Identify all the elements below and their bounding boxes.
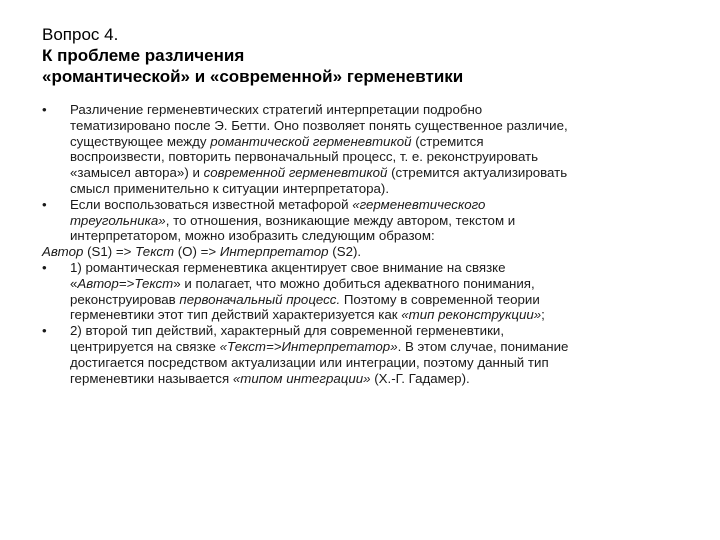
- title-heading-line-1: К проблеме различения: [42, 46, 245, 65]
- emphasis-text: треугольника»: [70, 212, 166, 228]
- text-line: интерпретатором, можно изобразить следующим образом:: [70, 228, 435, 244]
- text-line: Если воспользоваться известной метафорой «герменевтического: [70, 196, 486, 212]
- relation-formula: Автор (S1) => Текст (O) => Интерпретатор (S2).: [42, 244, 362, 260]
- bullet-marker: •: [42, 196, 47, 212]
- text-line: тематизировано после Э. Бетти. Оно позволяет понять существенное различие,: [70, 117, 568, 133]
- slide-title: [42, 24, 682, 87]
- text-line: воспроизвести, повторить первоначальный процесс, т. е. реконструировать: [70, 149, 539, 165]
- bullet-marker: •: [42, 323, 47, 339]
- emphasis-text: романтической герменевтикой: [210, 133, 412, 149]
- text-line: Различение герменевтических стратегий интерпретации подробно: [70, 102, 483, 117]
- title-heading-line-2: «романтической» и «современной» герменевтики: [42, 67, 464, 86]
- formula-author: Автор: [42, 244, 84, 260]
- title-question-number: Вопрос 4.: [42, 25, 119, 44]
- emphasis-text: «Текст=>Интерпретатор»: [219, 338, 398, 354]
- text-line: 1) романтическая герменевтика акцентирует свое внимание на связке: [70, 259, 506, 275]
- bullet-item-1: [42, 102, 692, 197]
- emphasis-text: первоначальный процесс.: [179, 291, 341, 307]
- bullet-item-2: [42, 197, 692, 244]
- text-line: 2) второй тип действий, характерный для современной герменевтики,: [70, 323, 505, 339]
- bullet-marker: •: [42, 259, 47, 275]
- emphasis-text: Автор=>Текст: [77, 275, 174, 291]
- text-line: центрируется на связке «Текст=>Интерпретатор». В этом случае, понимание: [70, 338, 569, 354]
- formula-interpreter: Интерпретатор: [219, 244, 329, 260]
- text-line: «замысел автора») и современной герменевтикой (стремится актуализировать: [70, 165, 568, 181]
- text-line: треугольника», то отношения, возникающие между автором, текстом и: [70, 212, 516, 228]
- text-line: герменевтики называется «типом интеграции» (Х.-Г. Гадамер).: [70, 370, 470, 386]
- emphasis-text: «тип реконструкции»: [401, 307, 542, 323]
- bullet-marker: •: [42, 102, 47, 117]
- text-line: достигается посредством актуализации или интеграции, поэтому данный тип: [70, 354, 549, 370]
- emphasis-text: «типом интеграции»: [232, 370, 371, 386]
- text-line: существующее между романтической герменевтикой (стремится: [70, 133, 484, 149]
- slide-body: [42, 102, 692, 386]
- text-line: герменевтики этот тип действий характеризуется как «тип реконструкции»;: [70, 307, 545, 323]
- bullet-item-3: [42, 260, 692, 323]
- text-line: реконструировав первоначальный процесс. Поэтому в современной теории: [70, 291, 540, 307]
- emphasis-text: «герменевтического: [352, 196, 486, 212]
- formula-text: Текст: [135, 244, 175, 260]
- text-line: смысл применительно к ситуации интерпретатора).: [70, 180, 390, 196]
- bullet-item-4: [42, 323, 692, 386]
- emphasis-text: современной герменевтикой: [203, 165, 388, 181]
- text-line: «Автор=>Текст» и полагает, что можно добиться адекватного понимания,: [70, 275, 535, 291]
